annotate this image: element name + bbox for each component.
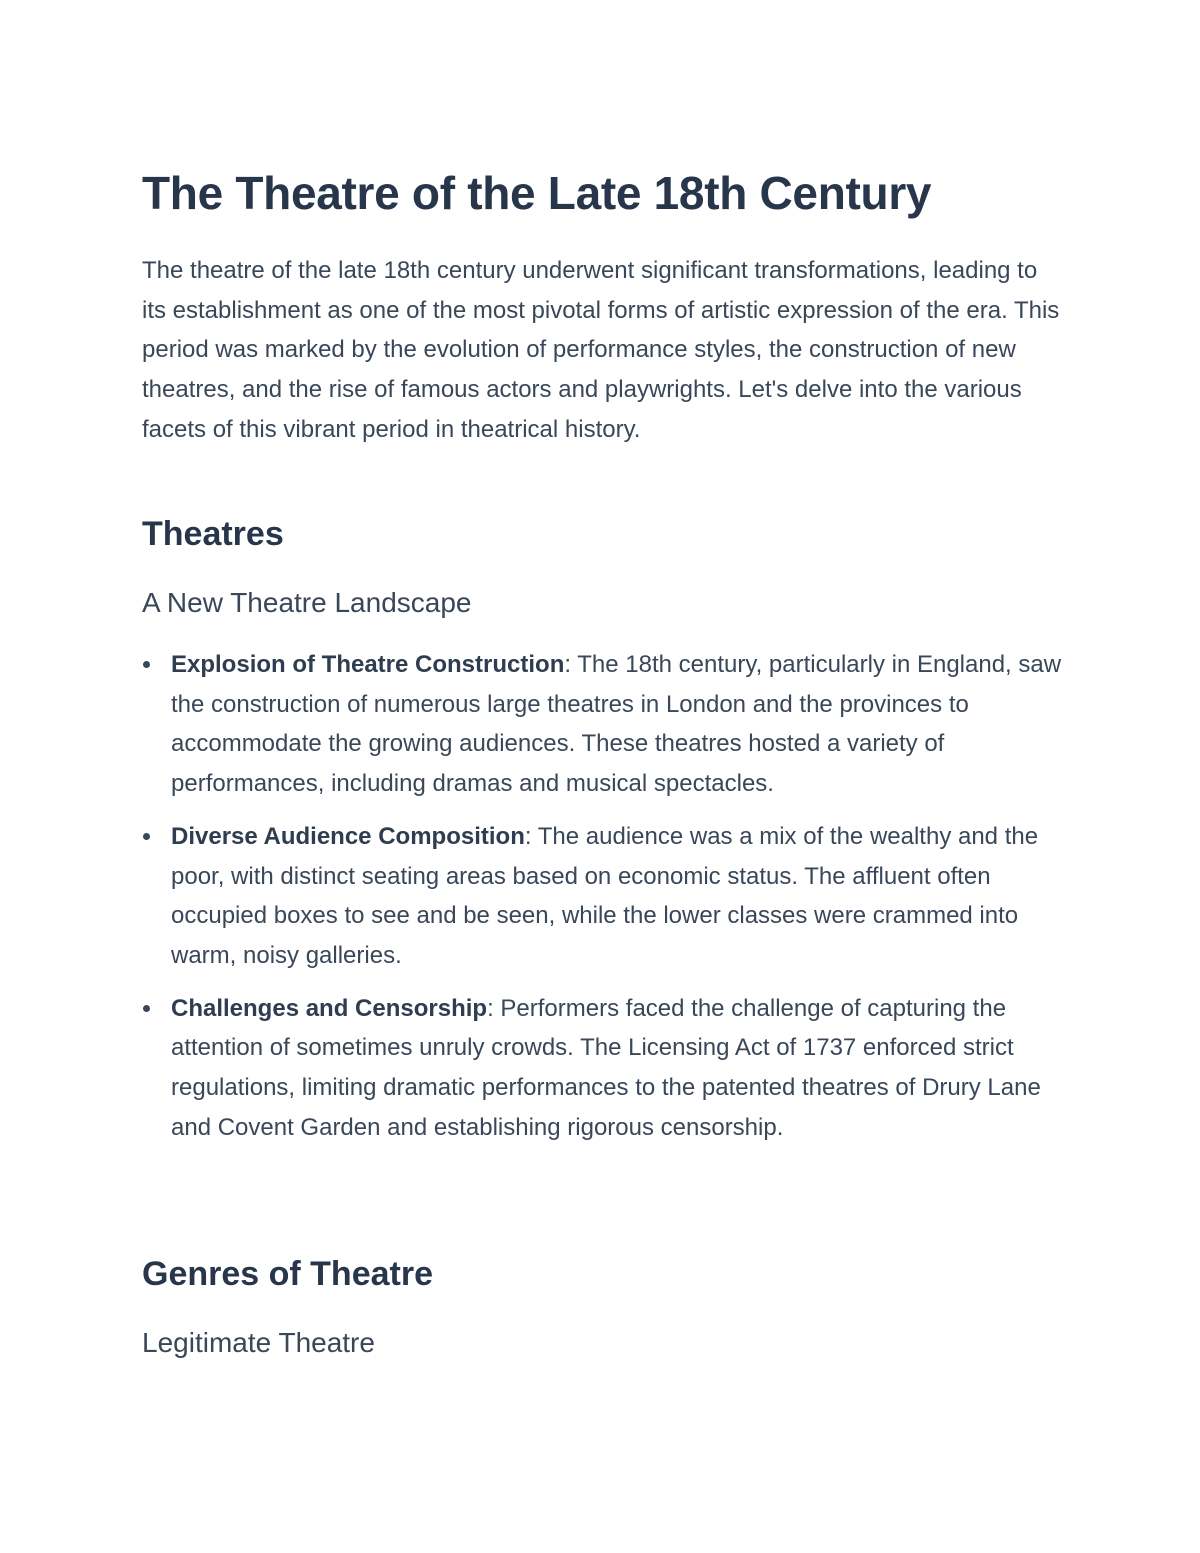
list-item-term: Challenges and Censorship: [171, 994, 488, 1022]
subheading-new-theatre-landscape: A New Theatre Landscape: [142, 587, 472, 618]
bullet-icon: [143, 833, 150, 840]
theatres-bullet-list: [142, 645, 1062, 1160]
list-item-text: : The audience was a mix of the wealthy and the poor, with distinct seating areas based on economic status. The affluent often occupied boxes to see and be seen, while the lower classes were crammed into warm, noisy galleries.: [171, 822, 1039, 969]
list-item: [142, 645, 1062, 804]
list-item: [142, 989, 1062, 1148]
section-heading-genres: Genres of Theatre: [142, 1255, 433, 1293]
bullet-icon: [143, 661, 150, 668]
list-item-text: : Performers faced the challenge of capturing the attention of sometimes unruly crowds. The Licensing Act of 1737 enforced strict regulations, limiting dramatic performances to the patented theatres of Drury Lane and Covent Garden and establishing rigorous censorship.: [171, 994, 1041, 1141]
subheading-legitimate-theatre: Legitimate Theatre: [142, 1327, 375, 1358]
list-item-text: : The 18th century, particularly in England, saw the construction of numerous large theatres in London and the provinces to accommodate the growing audiences. These theatres hosted a variety of performances, including dramas and musical spectacles.: [171, 651, 1062, 798]
section-heading-theatres: Theatres: [142, 515, 284, 553]
list-item-term: Explosion of Theatre Construction: [171, 651, 565, 678]
page-title: The Theatre of the Late 18th Century: [142, 167, 932, 219]
intro-paragraph: The theatre of the late 18th century underwent significant transformations, leading to its establishment as one of the most pivotal forms of artistic expression of the era. This period was marked by the evolution of performance styles, the construction of new theatres, and the rise of famous actors and playwrights. Let's delve into the various facets of this vibrant period in theatrical history.: [142, 257, 1060, 443]
bullet-icon: [143, 1005, 150, 1012]
list-item-term: Diverse Audience Composition: [171, 822, 525, 850]
list-item: [142, 817, 1062, 976]
